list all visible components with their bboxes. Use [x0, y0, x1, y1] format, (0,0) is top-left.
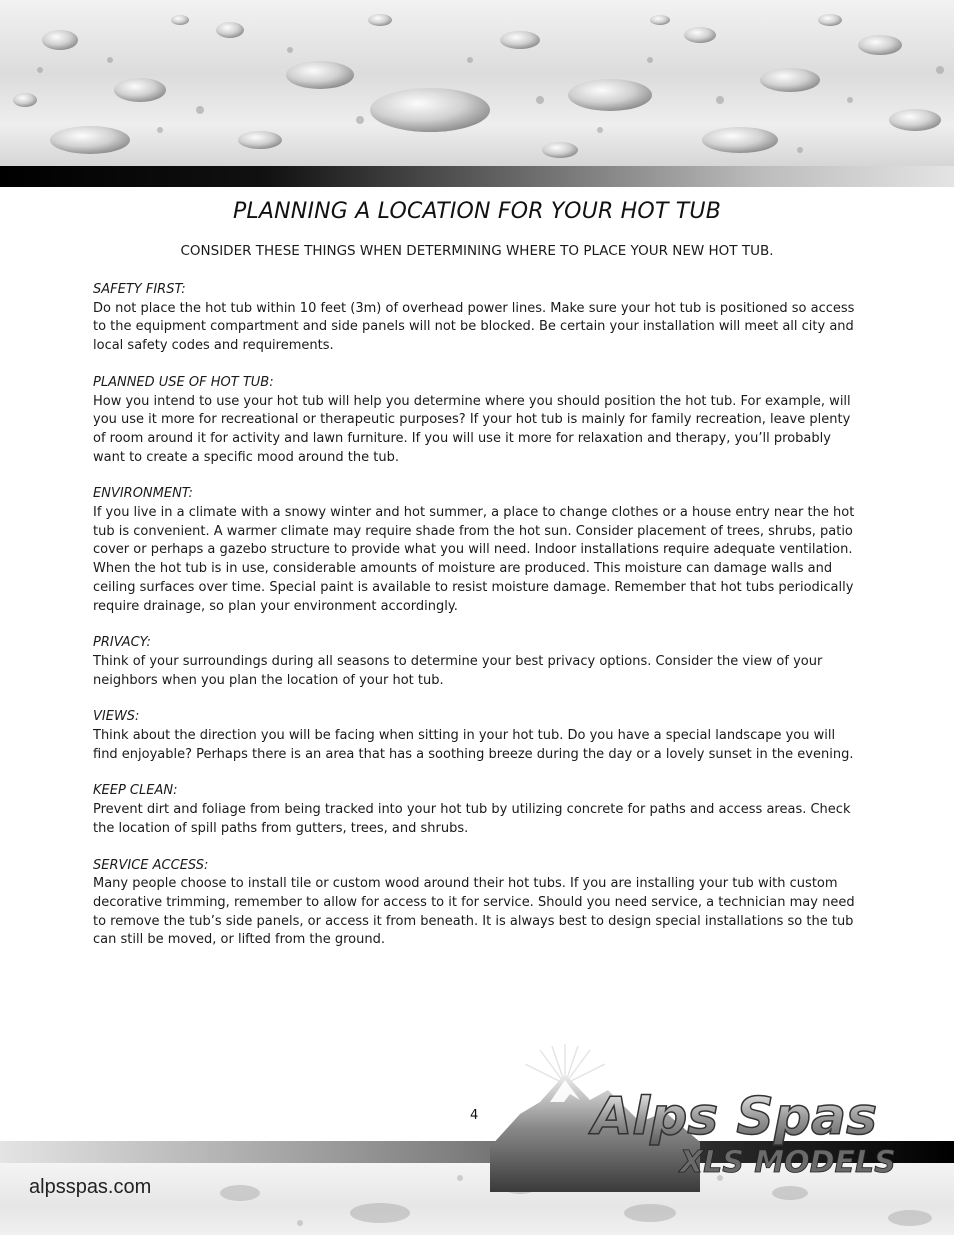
page-number: 4 — [470, 1108, 479, 1123]
section-environment — [93, 485, 863, 616]
content-sections — [93, 281, 863, 968]
header-water-droplets-image — [0, 0, 954, 166]
section-body: Prevent dirt and foliage from being tracked into your hot tub by utilizing concrete for paths and access areas. Check the location of spill paths from gutters, trees, and shrubs. — [93, 802, 851, 836]
section-body: Think of your surroundings during all seasons to determine your best privacy options. Consider the view of your neighbors when you plan the location of your hot tub. — [93, 653, 823, 688]
section-body: How you intend to use your hot tub will help you determine where you should position the hot tub. For example, will you use it more for recreational or therapeutic purposes? If your hot tub is mainly for family recreation, leave plenty of room around it for activity and lawn furniture. If you will use it more for relaxation and therapy, you’ll probably want to create a specific mood around the tub. — [93, 393, 851, 465]
section-body: Do not place the hot tub within 10 feet (3m) of overhead power lines. Make sure your hot tub is positioned so access to the equipment compartment and side panels will not be blocked. Be certain your installation will meet all city and local safety codes and requirements. — [93, 300, 855, 354]
section-views — [93, 708, 863, 764]
page-subtitle: CONSIDER THESE THINGS WHEN DETERMINING WHERE TO PLACE YOUR NEW HOT TUB. — [180, 243, 774, 259]
section-heading: SERVICE ACCESS: — [93, 857, 209, 873]
section-heading: SAFETY FIRST: — [93, 282, 186, 297]
section-privacy — [93, 634, 863, 690]
section-body: Think about the direction you will be facing when sitting in your hot tub. Do you have a special landscape you will find enjoyable? Perhaps there is an area that has a soothing breeze during the day or a lovely sunset in the evening. — [93, 728, 854, 762]
section-safety-first — [93, 281, 863, 356]
section-planned-use — [93, 374, 863, 468]
website-url: alpsspas.com — [29, 1176, 152, 1198]
section-service-access — [93, 857, 863, 951]
section-body: If you live in a climate with a snowy winter and hot summer, a place to change clothes or a house entry near the hot tub is convenient. A warmer climate may require shade from the hot sun. Consider placement of trees, shrubs, patio cover or perhaps a gazebo structure to provide what you will need. Indoor installations require adequate ventilation. When the hot tub is in use, considerable amounts of moisture are produced. This moisture can damage walls and ceiling surfaces over time. Special paint is available to resist moisture damage. Remember that hot tubs periodically require drainage, so plan your environment accordingly. — [93, 505, 855, 614]
section-body: Many people choose to install tile or custom wood around their hot tubs. If you are installing your tub with custom decorative trimming, remember to allow for access to it for service. Should you need service, a technician may need to remove the tub’s side panels, or access it from beneath. It is always best to design special installations so the tub can still be moved, or lifted from the ground. — [93, 876, 855, 948]
water-droplets-graphic — [0, 0, 954, 166]
section-heading: PLANNED USE OF HOT TUB: — [93, 374, 274, 390]
section-heading: VIEWS: — [93, 709, 140, 725]
section-heading: KEEP CLEAN: — [93, 783, 178, 799]
logo-brand-text: Alps Spas — [592, 1087, 878, 1147]
page-title: PLANNING A LOCATION FOR YOUR HOT TUB — [232, 199, 722, 224]
section-heading: ENVIRONMENT: — [93, 486, 193, 502]
section-keep-clean — [93, 782, 863, 838]
section-heading: PRIVACY: — [93, 635, 151, 651]
header-gradient-bar — [0, 166, 954, 187]
alps-spas-logo — [490, 1042, 930, 1192]
logo-model-text: XLS MODELS — [680, 1145, 896, 1180]
